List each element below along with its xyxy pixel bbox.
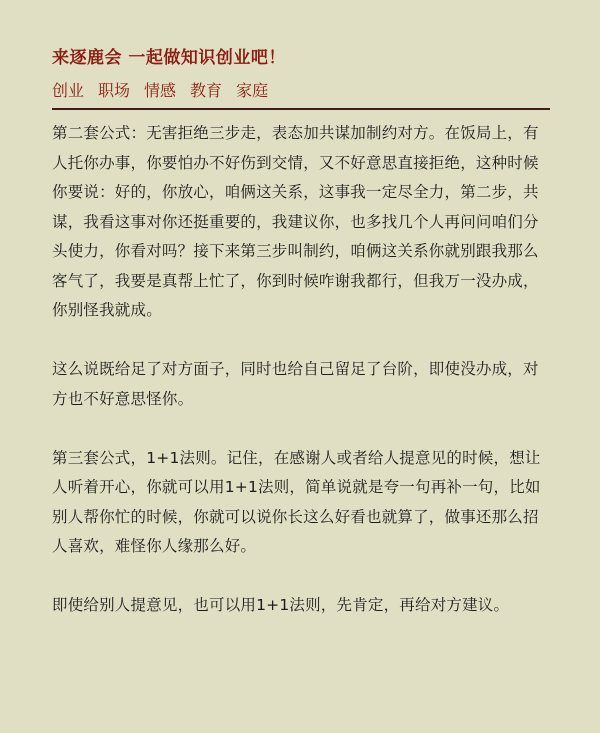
tag-startup[interactable]: 创业 [52, 81, 85, 100]
tag-list [52, 80, 552, 102]
paragraph-formula-three: 第三套公式，1+1法则。记住，在感谢人或者给人提意见的时候，想让人听着开心，你就可以用1+1法则，简单说就是夸一句再补一句，比如别人帮你忙的时候，你就可以说你长这么好看也就算了，做事还那么招人喜欢，难怪你人缘那么好。 [52, 448, 541, 555]
paragraph-formula-two: 第二套公式：无害拒绝三步走，表态加共谋加制约对方。在饭局上，有人托你办事，你要怕办不好伤到交情，又不好意思直接拒绝，这种时候你要说：好的，你放心，咱俩这关系，这事我一定尽全力，第二步，共谋，我看这事对你还挺重要的，我建议你，也多找几个人再问问咱们分头使力，你看对吗？接下来第三步叫制约，咱俩这关系你就别跟我那么客气了，我要是真帮上忙了，你到时候咋谢我都行，但我万一没办成，你别怪我就成。 [52, 124, 539, 319]
tag-education[interactable]: 教育 [190, 81, 223, 100]
header-divider [52, 108, 550, 110]
tag-emotion[interactable]: 情感 [144, 81, 177, 100]
page-title: 来逐鹿会 一起做知识创业吧！ [52, 48, 286, 68]
tag-workplace[interactable]: 职场 [98, 81, 131, 100]
article-body [52, 119, 552, 650]
paragraph-formula-two-effect: 这么说既给足了对方面子，同时也给自己留足了台阶，即使没办成，对方也不好意思怪你。 [52, 360, 539, 408]
header [52, 46, 552, 102]
paragraph-formula-three-advice: 即使给别人提意见，也可以用1+1法则，先肯定，再给对方建议。 [52, 596, 510, 614]
tag-family[interactable]: 家庭 [236, 81, 269, 100]
